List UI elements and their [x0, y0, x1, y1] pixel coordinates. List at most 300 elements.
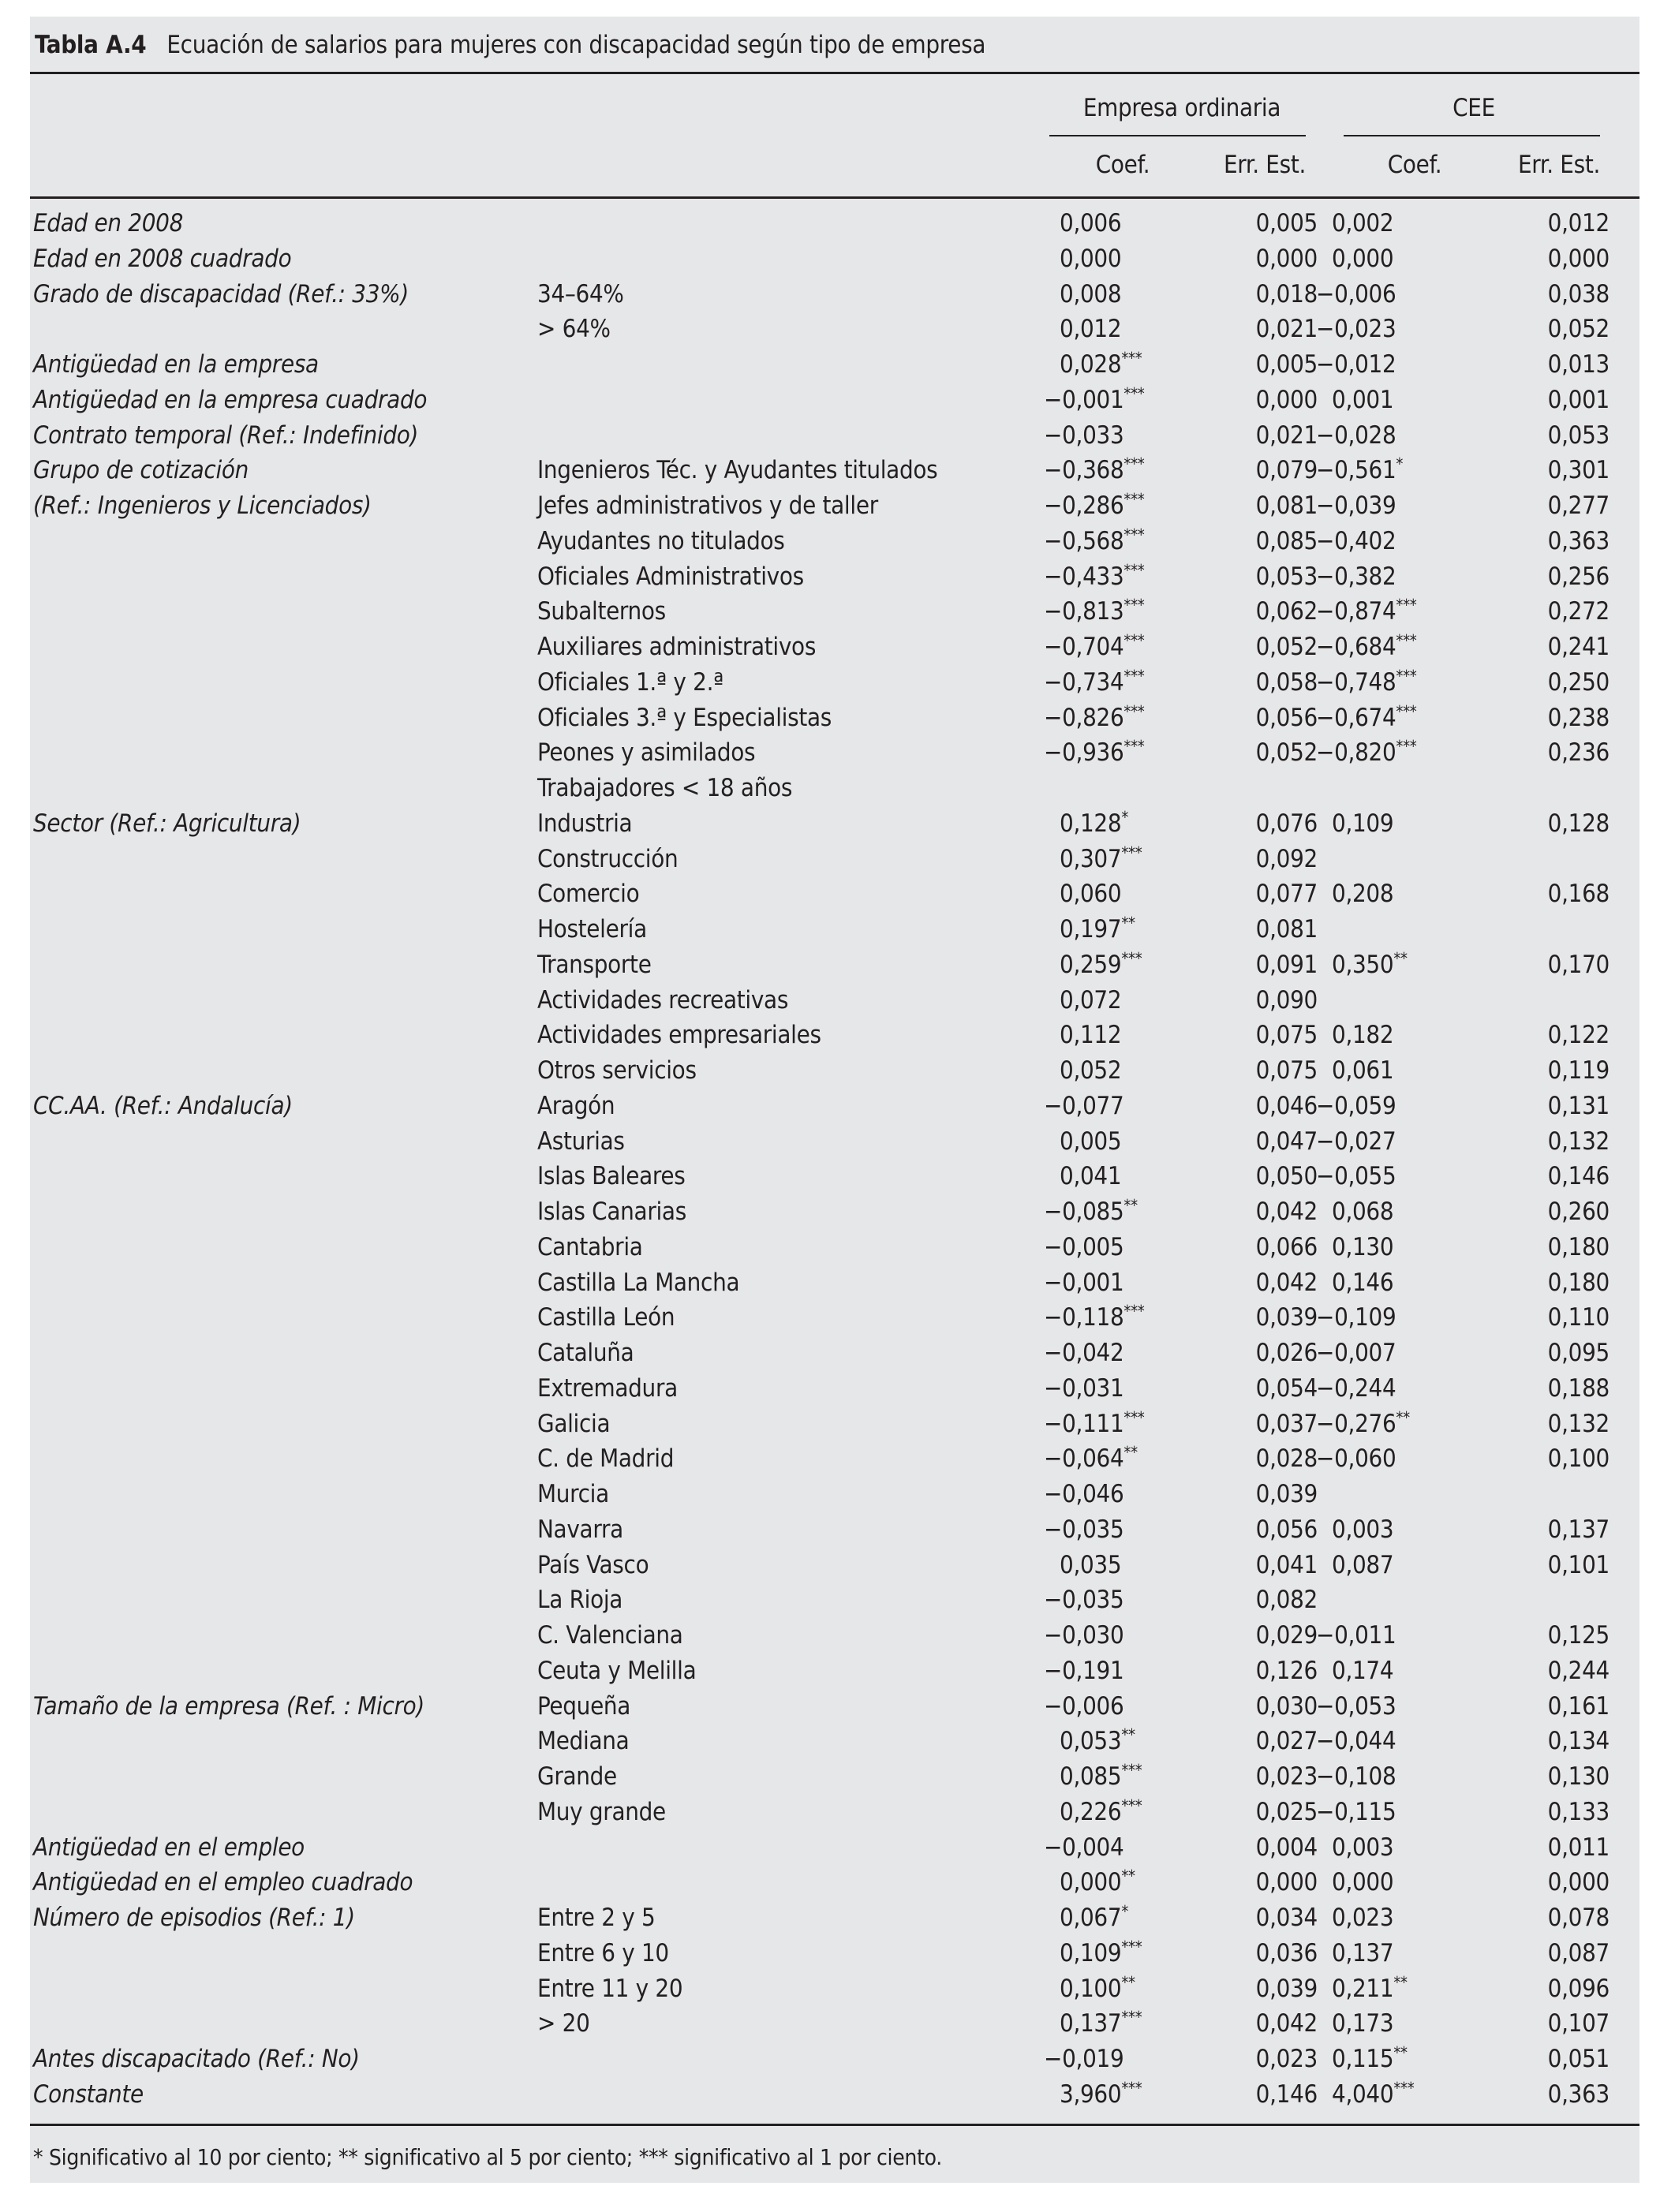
category-label: Galicia: [537, 1409, 611, 1438]
coef-empresa-ordinaria-value: −0,704: [1044, 633, 1124, 661]
table-row: [30, 1795, 1639, 1833]
err-cee: 0,053: [1547, 420, 1610, 450]
coef-cee: [1316, 350, 1490, 379]
err-cee: 0,188: [1547, 1373, 1610, 1403]
significance-stars: ***: [1123, 560, 1145, 580]
coef-cee: [1316, 2080, 1490, 2109]
err-empresa-ordinaria: 0,146: [1255, 2079, 1318, 2109]
coef-empresa-ordinaria: [1044, 350, 1209, 379]
category-label: Entre 11 y 20: [537, 1974, 683, 2003]
variable-label: Antigüedad en la empresa: [33, 350, 319, 379]
table-row: [30, 1056, 1639, 1092]
coef-cee-value: −0,684: [1316, 633, 1396, 661]
coef-empresa-ordinaria-value: 0,072: [1060, 985, 1122, 1014]
coef-empresa-ordinaria-value: −0,005: [1044, 1232, 1124, 1261]
table-row: [30, 1233, 1639, 1269]
coef-empresa-ordinaria: [1044, 315, 1209, 343]
coef-empresa-ordinaria-value: −0,031: [1044, 1373, 1124, 1403]
coef-cee-value: −0,007: [1316, 1339, 1396, 1367]
coef-empresa-ordinaria-value: 0,000: [1060, 244, 1122, 273]
coef-cee-value: −0,027: [1316, 1127, 1396, 1156]
coef-empresa-ordinaria-value: −0,004: [1044, 1833, 1124, 1862]
table-row: [30, 809, 1639, 845]
err-empresa-ordinaria: 0,026: [1255, 1339, 1318, 1367]
err-cee: 0,236: [1547, 738, 1610, 768]
table-row: [30, 2045, 1639, 2080]
coef-cee-value: −0,011: [1316, 1621, 1396, 1650]
coef-cee-value: −0,402: [1316, 526, 1396, 555]
coef-cee-value: 0,087: [1332, 1550, 1394, 1579]
err-cee: 0,132: [1547, 1409, 1610, 1438]
category-label: Hostelería: [537, 915, 647, 943]
coef-empresa-ordinaria: [1044, 1621, 1209, 1650]
coef-cee: [1316, 1021, 1490, 1049]
significance-stars: **: [1393, 2043, 1408, 2062]
coef-empresa-ordinaria: [1044, 562, 1209, 591]
coef-empresa-ordinaria-value: −0,111: [1044, 1409, 1124, 1438]
coef-empresa-ordinaria: [1044, 245, 1209, 273]
coef-empresa-ordinaria: [1044, 1480, 1209, 1508]
significance-stars: ***: [1121, 1795, 1142, 1815]
err-empresa-ordinaria: 0,034: [1255, 1904, 1318, 1932]
significance-stars: *: [1121, 807, 1129, 827]
table-row: [30, 1727, 1639, 1762]
coef-empresa-ordinaria: [1044, 1762, 1209, 1791]
err-cee: 0,095: [1547, 1339, 1610, 1367]
coef-empresa-ordinaria: [1044, 1972, 1209, 2003]
footnote: * Significativo al 10 por ciento; ** significativo al 5 por ciento; *** significativo al 1 por ciento.: [33, 2144, 942, 2170]
coef-empresa-ordinaria-value: −0,019: [1044, 2045, 1124, 2073]
variable-label: Sector (Ref.: Agricultura): [33, 809, 301, 838]
category-label: Aragón: [537, 1091, 615, 1120]
significance-stars: ***: [1123, 1302, 1145, 1321]
category-label: País Vasco: [537, 1550, 649, 1579]
err-empresa-ordinaria: 0,054: [1255, 1373, 1318, 1403]
err-empresa-ordinaria: 0,075: [1255, 1021, 1318, 1050]
table-row: [30, 915, 1639, 951]
err-cee: 0,128: [1547, 809, 1610, 838]
coef-cee-value: −0,059: [1316, 1091, 1396, 1120]
coef-cee-value: 0,211: [1332, 1974, 1394, 2003]
coef-cee-value: 0,061: [1332, 1056, 1394, 1085]
table-row: [30, 1621, 1639, 1657]
coef-empresa-ordinaria: [1044, 2009, 1209, 2038]
err-empresa-ordinaria: 0,018: [1255, 279, 1318, 308]
table-row: [30, 1127, 1639, 1163]
err-cee: 0,011: [1547, 1833, 1610, 1862]
significance-stars: **: [1121, 1725, 1135, 1745]
category-label: Mediana: [537, 1727, 630, 1756]
significance-stars: ***: [1121, 2078, 1142, 2098]
variable-label: Grado de discapacidad (Ref.: 33%): [33, 279, 409, 308]
coef-empresa-ordinaria-value: 0,000: [1060, 1868, 1122, 1897]
coef-empresa-ordinaria: [1044, 1727, 1209, 1755]
coef-empresa-ordinaria: [1044, 1939, 1209, 1967]
category-label: Muy grande: [537, 1797, 666, 1826]
err-cee: 0,107: [1547, 2009, 1610, 2038]
err-empresa-ordinaria: 0,081: [1255, 915, 1318, 943]
err-cee: 0,038: [1547, 279, 1610, 308]
header-rule: [30, 196, 1639, 199]
coef-cee-value: −0,674: [1316, 703, 1396, 732]
table-row: [30, 1021, 1639, 1056]
significance-stars: **: [1121, 1972, 1135, 1992]
coef-cee-value: 0,182: [1332, 1021, 1394, 1050]
err-cee: 0,241: [1547, 633, 1610, 661]
table-row: [30, 1551, 1639, 1586]
err-empresa-ordinaria: 0,126: [1255, 1656, 1318, 1685]
category-label: Comercio: [537, 880, 640, 909]
coef-empresa-ordinaria-value: 0,006: [1060, 209, 1122, 237]
coef-cee-value: 0,137: [1332, 1938, 1394, 1967]
table-row: [30, 597, 1639, 633]
coef-empresa-ordinaria-value: −0,001: [1044, 385, 1124, 414]
coef-empresa-ordinaria-value: 3,960: [1060, 2079, 1122, 2109]
coef-empresa-ordinaria-value: −0,033: [1044, 420, 1124, 450]
coef-cee: [1316, 1621, 1490, 1650]
err-cee: 0,363: [1547, 2079, 1610, 2109]
category-label: Oficiales Administrativos: [537, 562, 804, 591]
coef-empresa-ordinaria: [1044, 1833, 1209, 1862]
coef-cee-value: −0,006: [1316, 279, 1396, 308]
category-label: Ingenieros Téc. y Ayudantes titulados: [537, 456, 938, 485]
err-cee: 0,130: [1547, 1762, 1610, 1791]
table-row: [30, 633, 1639, 668]
table-row: [30, 668, 1639, 704]
significance-stars: ***: [1123, 666, 1145, 686]
category-label: Oficiales 1.ª y 2.ª: [537, 667, 723, 697]
err-empresa-ordinaria: 0,029: [1255, 1621, 1318, 1650]
coef-cee-value: −0,055: [1316, 1162, 1396, 1191]
coef-cee: [1316, 738, 1490, 767]
coef-cee-value: 4,040: [1332, 2079, 1394, 2109]
table-row: [30, 1374, 1639, 1410]
coef-empresa-ordinaria: [1044, 280, 1209, 308]
category-label: Subalternos: [537, 597, 666, 626]
table-row: [30, 986, 1639, 1022]
err-cee: 0,363: [1547, 526, 1610, 555]
significance-stars: ***: [1121, 948, 1142, 968]
err-cee: 0,146: [1547, 1162, 1610, 1191]
coef-cee: [1316, 880, 1490, 908]
coef-cee: [1316, 1269, 1490, 1297]
err-cee: 0,168: [1547, 880, 1610, 909]
err-empresa-ordinaria: 0,023: [1255, 1762, 1318, 1791]
coef-empresa-ordinaria-value: −0,433: [1044, 562, 1124, 591]
coef-cee: [1316, 491, 1490, 520]
significance-stars: **: [1123, 1443, 1138, 1463]
variable-label: Edad en 2008: [33, 209, 184, 237]
coef-empresa-ordinaria-value: 0,197: [1060, 915, 1122, 943]
err-cee: 0,180: [1547, 1268, 1610, 1297]
err-empresa-ordinaria: 0,000: [1255, 1868, 1318, 1897]
err-empresa-ordinaria: 0,004: [1255, 1833, 1318, 1862]
coef-empresa-ordinaria-value: 0,041: [1060, 1162, 1122, 1191]
coef-empresa-ordinaria: [1044, 2080, 1209, 2109]
coef-empresa-ordinaria: [1044, 491, 1209, 520]
category-label: La Rioja: [537, 1586, 623, 1615]
coef-empresa-ordinaria-value: −0,085: [1044, 1198, 1124, 1226]
err-empresa-ordinaria: 0,037: [1255, 1409, 1318, 1438]
err-empresa-ordinaria: 0,092: [1255, 844, 1318, 873]
coef-empresa-ordinaria: [1044, 1551, 1209, 1579]
coef-cee: [1316, 1444, 1490, 1473]
err-cee: 0,301: [1547, 456, 1610, 485]
coef-empresa-ordinaria-value: 0,052: [1060, 1056, 1122, 1085]
err-empresa-ordinaria: 0,021: [1255, 420, 1318, 450]
significance-stars: ***: [1123, 525, 1145, 544]
coef-cee-value: −0,874: [1316, 597, 1396, 626]
coef-empresa-ordinaria-value: 0,137: [1060, 2009, 1122, 2038]
significance-stars: ***: [1121, 843, 1142, 862]
err-cee: 0,134: [1547, 1727, 1610, 1756]
table-row: [30, 1162, 1639, 1198]
err-cee: 0,000: [1547, 1868, 1610, 1897]
coef-cee-value: −0,109: [1316, 1303, 1396, 1332]
category-label: Peones y asimilados: [537, 738, 756, 768]
table-row: [30, 1657, 1639, 1692]
coef-empresa-ordinaria-value: −0,813: [1044, 597, 1124, 626]
table-caption: Ecuación de salarios para mujeres con discapacidad según tipo de empresa: [166, 31, 986, 59]
coef-empresa-ordinaria: [1044, 527, 1209, 555]
err-empresa-ordinaria: 0,052: [1255, 738, 1318, 768]
coef-empresa-ordinaria: [1044, 1657, 1209, 1685]
category-label: Entre 2 y 5: [537, 1904, 656, 1932]
coef-empresa-ordinaria: [1044, 383, 1209, 414]
coef-empresa-ordinaria-value: 0,067: [1060, 1904, 1122, 1932]
coef-empresa-ordinaria-value: −0,035: [1044, 1515, 1124, 1544]
sub-header-coef-2: Coef.: [1387, 151, 1442, 179]
coef-empresa-ordinaria: [1044, 1795, 1209, 1826]
coef-cee-value: −0,115: [1316, 1797, 1396, 1826]
err-empresa-ordinaria: 0,042: [1255, 1198, 1318, 1226]
coef-cee: [1316, 2045, 1490, 2073]
table-number: Tabla A.4: [35, 31, 147, 59]
coef-cee: [1316, 1515, 1490, 1544]
coef-cee-value: 0,003: [1332, 1515, 1394, 1544]
table-row: [30, 1339, 1639, 1374]
err-empresa-ordinaria: 0,090: [1255, 985, 1318, 1014]
category-label: Industria: [537, 809, 633, 838]
coef-cee: [1316, 315, 1490, 343]
coef-empresa-ordinaria: [1044, 1092, 1209, 1120]
variable-label: Antigüedad en el empleo cuadrado: [33, 1868, 413, 1897]
err-cee: 0,119: [1547, 1056, 1610, 1085]
table-row: [30, 350, 1639, 386]
variable-label: (Ref.: Ingenieros y Licenciados): [33, 491, 372, 520]
coef-cee: [1316, 701, 1490, 732]
err-cee: 0,100: [1547, 1444, 1610, 1474]
significance-stars: *: [1396, 454, 1404, 474]
table-row: [30, 880, 1639, 915]
table-row: [30, 245, 1639, 280]
table-row: [30, 774, 1639, 809]
coef-cee-value: −0,053: [1316, 1691, 1396, 1721]
coef-cee: [1316, 245, 1490, 273]
significance-stars: **: [1121, 914, 1135, 932]
category-label: 34–64%: [537, 279, 624, 308]
coef-cee: [1316, 1868, 1490, 1896]
coef-cee: [1316, 1407, 1490, 1438]
err-cee: 0,087: [1547, 1938, 1610, 1967]
table-row: [30, 421, 1639, 457]
coef-empresa-ordinaria: [1044, 1868, 1209, 1896]
coef-cee: [1316, 1198, 1490, 1226]
err-empresa-ordinaria: 0,042: [1255, 2009, 1318, 2038]
err-cee: 0,125: [1547, 1621, 1610, 1650]
err-empresa-ordinaria: 0,081: [1255, 491, 1318, 520]
err-empresa-ordinaria: 0,027: [1255, 1727, 1318, 1756]
table-row: [30, 1515, 1639, 1551]
significance-stars: ***: [1123, 1407, 1145, 1427]
coef-cee: [1316, 1092, 1490, 1120]
significance-stars: ***: [1121, 1937, 1142, 1956]
category-label: Oficiales 3.ª y Especialistas: [537, 703, 832, 732]
category-label: > 64%: [537, 315, 611, 344]
category-label: Islas Canarias: [537, 1198, 686, 1226]
table-row: [30, 209, 1639, 245]
significance-stars: ***: [1396, 666, 1417, 686]
err-empresa-ordinaria: 0,005: [1255, 209, 1318, 237]
coef-cee-value: −0,108: [1316, 1762, 1396, 1791]
coef-cee: [1316, 1657, 1490, 1685]
coef-empresa-ordinaria: [1044, 456, 1209, 484]
table-row: [30, 1904, 1639, 1939]
coef-empresa-ordinaria-value: 0,085: [1060, 1762, 1122, 1791]
coef-empresa-ordinaria: [1044, 668, 1209, 697]
coef-cee: [1316, 1303, 1490, 1332]
err-empresa-ordinaria: 0,062: [1255, 597, 1318, 626]
coef-empresa-ordinaria-value: −0,046: [1044, 1480, 1124, 1508]
coef-empresa-ordinaria: [1044, 421, 1209, 450]
err-cee: 0,078: [1547, 1904, 1610, 1932]
err-cee: 0,110: [1547, 1303, 1610, 1332]
coef-empresa-ordinaria-value: −0,191: [1044, 1656, 1124, 1685]
table-row: [30, 1444, 1639, 1480]
significance-stars: ***: [1121, 1761, 1142, 1780]
err-empresa-ordinaria: 0,079: [1255, 456, 1318, 485]
sub-header-err-1: Err. Est.: [1223, 151, 1307, 179]
significance-stars: **: [1393, 1972, 1408, 1992]
category-label: Castilla León: [537, 1303, 675, 1332]
err-empresa-ordinaria: 0,000: [1255, 244, 1318, 273]
significance-stars: ***: [1396, 701, 1417, 721]
err-cee: 0,244: [1547, 1656, 1610, 1685]
coef-empresa-ordinaria: [1044, 1339, 1209, 1367]
table-row: [30, 1092, 1639, 1127]
coef-cee-value: −0,044: [1316, 1727, 1396, 1756]
coef-cee: [1316, 1551, 1490, 1579]
coef-cee: [1316, 948, 1490, 979]
err-empresa-ordinaria: 0,039: [1255, 1974, 1318, 2003]
coef-cee: [1316, 280, 1490, 308]
category-label: Ayudantes no titulados: [537, 526, 785, 555]
err-empresa-ordinaria: 0,082: [1255, 1586, 1318, 1615]
err-cee: 0,052: [1547, 315, 1610, 344]
coef-empresa-ordinaria: [1044, 701, 1209, 732]
coef-empresa-ordinaria-value: −0,734: [1044, 667, 1124, 697]
group-underline-cee: [1344, 135, 1600, 136]
coef-cee-value: 0,109: [1332, 809, 1394, 838]
category-label: Auxiliares administrativos: [537, 633, 817, 661]
err-empresa-ordinaria: 0,053: [1255, 562, 1318, 591]
category-label: Trabajadores < 18 años: [537, 774, 793, 802]
category-label: C. de Madrid: [537, 1444, 675, 1474]
category-label: Cataluña: [537, 1339, 634, 1367]
err-cee: 0,238: [1547, 703, 1610, 732]
sub-header-err-2: Err. Est.: [1517, 151, 1601, 179]
table-row: [30, 948, 1639, 986]
category-label: Cantabria: [537, 1232, 643, 1261]
significance-stars: **: [1393, 948, 1408, 968]
variable-label: Constante: [33, 2079, 144, 2109]
coef-empresa-ordinaria: [1044, 915, 1209, 943]
coef-cee-value: 0,173: [1332, 2009, 1394, 2038]
err-empresa-ordinaria: 0,066: [1255, 1232, 1318, 1261]
category-label: Actividades empresariales: [537, 1021, 821, 1050]
coef-empresa-ordinaria: [1044, 1692, 1209, 1721]
coef-cee: [1316, 1972, 1490, 2003]
coef-empresa-ordinaria: [1044, 738, 1209, 767]
coef-empresa-ordinaria: [1044, 1162, 1209, 1190]
coef-cee: [1316, 1127, 1490, 1156]
variable-label: Antigüedad en el empleo: [33, 1833, 305, 1862]
coef-cee-value: 0,003: [1332, 1833, 1394, 1862]
category-label: Construcción: [537, 844, 679, 873]
coef-cee-value: −0,012: [1316, 350, 1396, 379]
err-empresa-ordinaria: 0,039: [1255, 1480, 1318, 1508]
coef-cee: [1316, 1833, 1490, 1862]
coef-empresa-ordinaria-value: −0,368: [1044, 456, 1124, 485]
table-row: [30, 701, 1639, 739]
table-row: [30, 1972, 1639, 2010]
coef-cee-value: −0,382: [1316, 562, 1396, 591]
category-label: Otros servicios: [537, 1056, 697, 1085]
coef-cee-value: −0,561: [1316, 456, 1396, 485]
coef-empresa-ordinaria: [1044, 948, 1209, 979]
coef-empresa-ordinaria: [1044, 2045, 1209, 2073]
top-rule: [30, 72, 1639, 74]
coef-cee: [1316, 1692, 1490, 1721]
coef-empresa-ordinaria-value: 0,060: [1060, 880, 1122, 909]
err-cee: 0,051: [1547, 2045, 1610, 2073]
table-title: [35, 31, 985, 59]
err-empresa-ordinaria: 0,050: [1255, 1162, 1318, 1191]
coef-cee: [1316, 386, 1490, 414]
variable-label: Antes discapacitado (Ref.: No): [33, 2045, 360, 2073]
err-cee: 0,012: [1547, 209, 1610, 237]
table-row: [30, 1762, 1639, 1798]
coef-empresa-ordinaria-value: 0,259: [1060, 950, 1122, 979]
category-label: > 20: [537, 2009, 590, 2038]
table-row: [30, 1939, 1639, 1975]
coef-cee-value: 0,350: [1332, 950, 1394, 979]
coef-empresa-ordinaria-value: 0,100: [1060, 1974, 1122, 2003]
table-row: [30, 315, 1639, 350]
significance-stars: **: [1396, 1407, 1410, 1427]
coef-cee: [1316, 1904, 1490, 1932]
coef-empresa-ordinaria: [1044, 1586, 1209, 1614]
err-cee: 0,096: [1547, 1974, 1610, 2003]
coef-empresa-ordinaria-value: 0,005: [1060, 1127, 1122, 1156]
coef-cee-value: 0,001: [1332, 385, 1394, 414]
err-empresa-ordinaria: 0,091: [1255, 950, 1318, 979]
err-empresa-ordinaria: 0,042: [1255, 1268, 1318, 1297]
err-cee: 0,170: [1547, 950, 1610, 979]
table-row: [30, 456, 1639, 491]
category-label: Murcia: [537, 1480, 609, 1508]
significance-stars: ***: [1123, 701, 1145, 721]
